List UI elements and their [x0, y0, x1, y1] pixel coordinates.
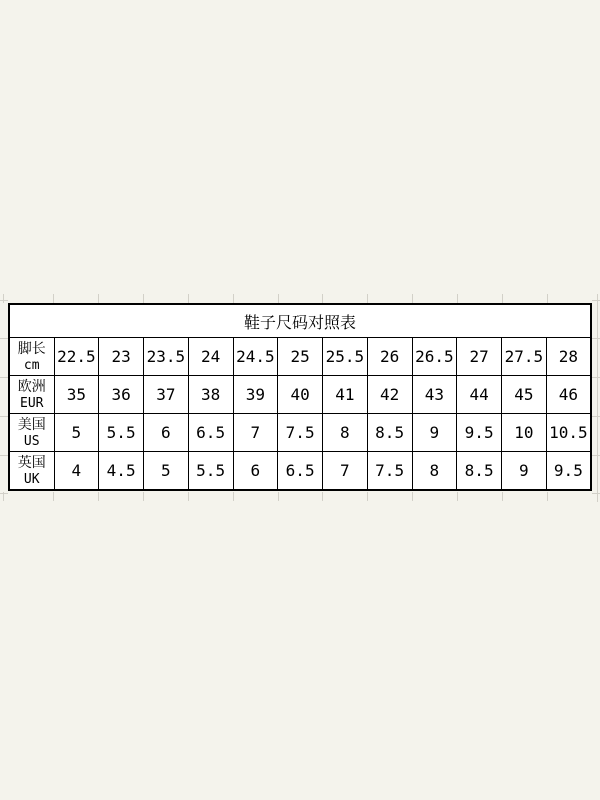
gridline-mark — [0, 416, 8, 417]
size-cell: 35 — [54, 376, 99, 414]
size-cell: 25 — [278, 338, 323, 376]
row-header-unit: cm — [23, 357, 40, 373]
size-row-eur — [9, 376, 591, 414]
size-cell: 4 — [54, 452, 99, 491]
size-cell: 8 — [323, 414, 368, 452]
gridline-mark — [0, 493, 8, 494]
gridline-mark — [592, 455, 600, 456]
size-cell: 5.5 — [188, 452, 233, 491]
size-cell: 8.5 — [457, 452, 502, 491]
size-cell: 6 — [144, 414, 189, 452]
size-cell: 9.5 — [457, 414, 502, 452]
gridline-mark — [188, 492, 189, 501]
size-cell: 24 — [188, 338, 233, 376]
gridline-mark — [278, 492, 279, 501]
gridline-mark — [98, 492, 99, 501]
gridline-mark — [278, 294, 279, 303]
size-cell: 27 — [457, 338, 502, 376]
size-row-us — [9, 414, 591, 452]
size-cell: 7 — [233, 414, 278, 452]
gridline-mark — [0, 338, 8, 339]
size-cell: 5.5 — [99, 414, 144, 452]
gridline-mark — [322, 492, 323, 501]
size-cell: 38 — [188, 376, 233, 414]
size-cell: 24.5 — [233, 338, 278, 376]
gridline-mark — [412, 492, 413, 501]
gridline-mark — [592, 377, 600, 378]
gridline-mark — [457, 492, 458, 501]
row-header — [9, 338, 54, 376]
row-header-unit: US — [23, 433, 40, 449]
table-title: 鞋子尺码对照表 — [9, 304, 591, 338]
size-cell: 8.5 — [367, 414, 412, 452]
size-cell: 45 — [502, 376, 547, 414]
gridline-mark — [592, 338, 600, 339]
gridline-mark — [322, 294, 323, 303]
row-header — [9, 376, 54, 414]
size-cell: 6.5 — [278, 452, 323, 491]
gridline-mark — [0, 455, 8, 456]
size-cell: 9 — [502, 452, 547, 491]
size-cell: 43 — [412, 376, 457, 414]
size-cell: 28 — [546, 338, 591, 376]
size-cell: 7.5 — [367, 452, 412, 491]
gridline-mark — [0, 300, 8, 301]
size-cell: 7.5 — [278, 414, 323, 452]
size-cell: 9 — [412, 414, 457, 452]
size-row-uk — [9, 452, 591, 491]
row-header — [9, 452, 54, 491]
size-cell: 7 — [323, 452, 368, 491]
size-cell: 26.5 — [412, 338, 457, 376]
size-cell: 9.5 — [546, 452, 591, 491]
row-header-cn: 英国 — [17, 454, 46, 471]
gridline-mark — [233, 294, 234, 303]
gridline-mark — [188, 294, 189, 303]
gridline-mark — [597, 294, 598, 502]
gridline-mark — [143, 294, 144, 303]
gridline-mark — [53, 492, 54, 501]
row-header-unit: EUR — [20, 395, 44, 411]
size-cell: 36 — [99, 376, 144, 414]
size-cell: 26 — [367, 338, 412, 376]
size-cell: 25.5 — [323, 338, 368, 376]
size-cell: 8 — [412, 452, 457, 491]
size-cell: 37 — [144, 376, 189, 414]
gridline-mark — [367, 294, 368, 303]
gridline-mark — [143, 492, 144, 501]
gridline-mark — [547, 294, 548, 303]
gridline-mark — [0, 377, 8, 378]
size-cell: 27.5 — [502, 338, 547, 376]
size-cell: 6 — [233, 452, 278, 491]
gridline-mark — [367, 492, 368, 501]
gridline-mark — [502, 294, 503, 303]
row-header-unit: UK — [23, 471, 40, 487]
title-row — [9, 304, 591, 338]
size-cell: 5 — [144, 452, 189, 491]
gridline-mark — [412, 294, 413, 303]
row-header-cn: 美国 — [17, 416, 46, 433]
size-cell: 39 — [233, 376, 278, 414]
gridline-mark — [592, 493, 600, 494]
size-cell: 4.5 — [99, 452, 144, 491]
size-cell: 42 — [367, 376, 412, 414]
size-cell: 22.5 — [54, 338, 99, 376]
gridline-mark — [233, 492, 234, 501]
size-cell: 46 — [546, 376, 591, 414]
gridline-mark — [547, 492, 548, 501]
row-header-cn: 脚长 — [17, 340, 46, 357]
row-header-cn: 欧洲 — [17, 378, 46, 395]
size-cell: 23.5 — [144, 338, 189, 376]
size-row-cm — [9, 338, 591, 376]
gridline-mark — [502, 492, 503, 501]
size-cell: 10 — [502, 414, 547, 452]
gridline-mark — [592, 300, 600, 301]
size-cell: 6.5 — [188, 414, 233, 452]
row-header — [9, 414, 54, 452]
size-cell: 10.5 — [546, 414, 591, 452]
size-cell: 5 — [54, 414, 99, 452]
gridline-mark — [457, 294, 458, 303]
size-cell: 23 — [99, 338, 144, 376]
gridline-mark — [592, 416, 600, 417]
size-cell: 41 — [323, 376, 368, 414]
size-cell: 40 — [278, 376, 323, 414]
gridline-mark — [53, 294, 54, 303]
size-cell: 44 — [457, 376, 502, 414]
gridline-mark — [98, 294, 99, 303]
shoe-size-table — [8, 303, 592, 491]
gridline-mark — [3, 294, 4, 303]
